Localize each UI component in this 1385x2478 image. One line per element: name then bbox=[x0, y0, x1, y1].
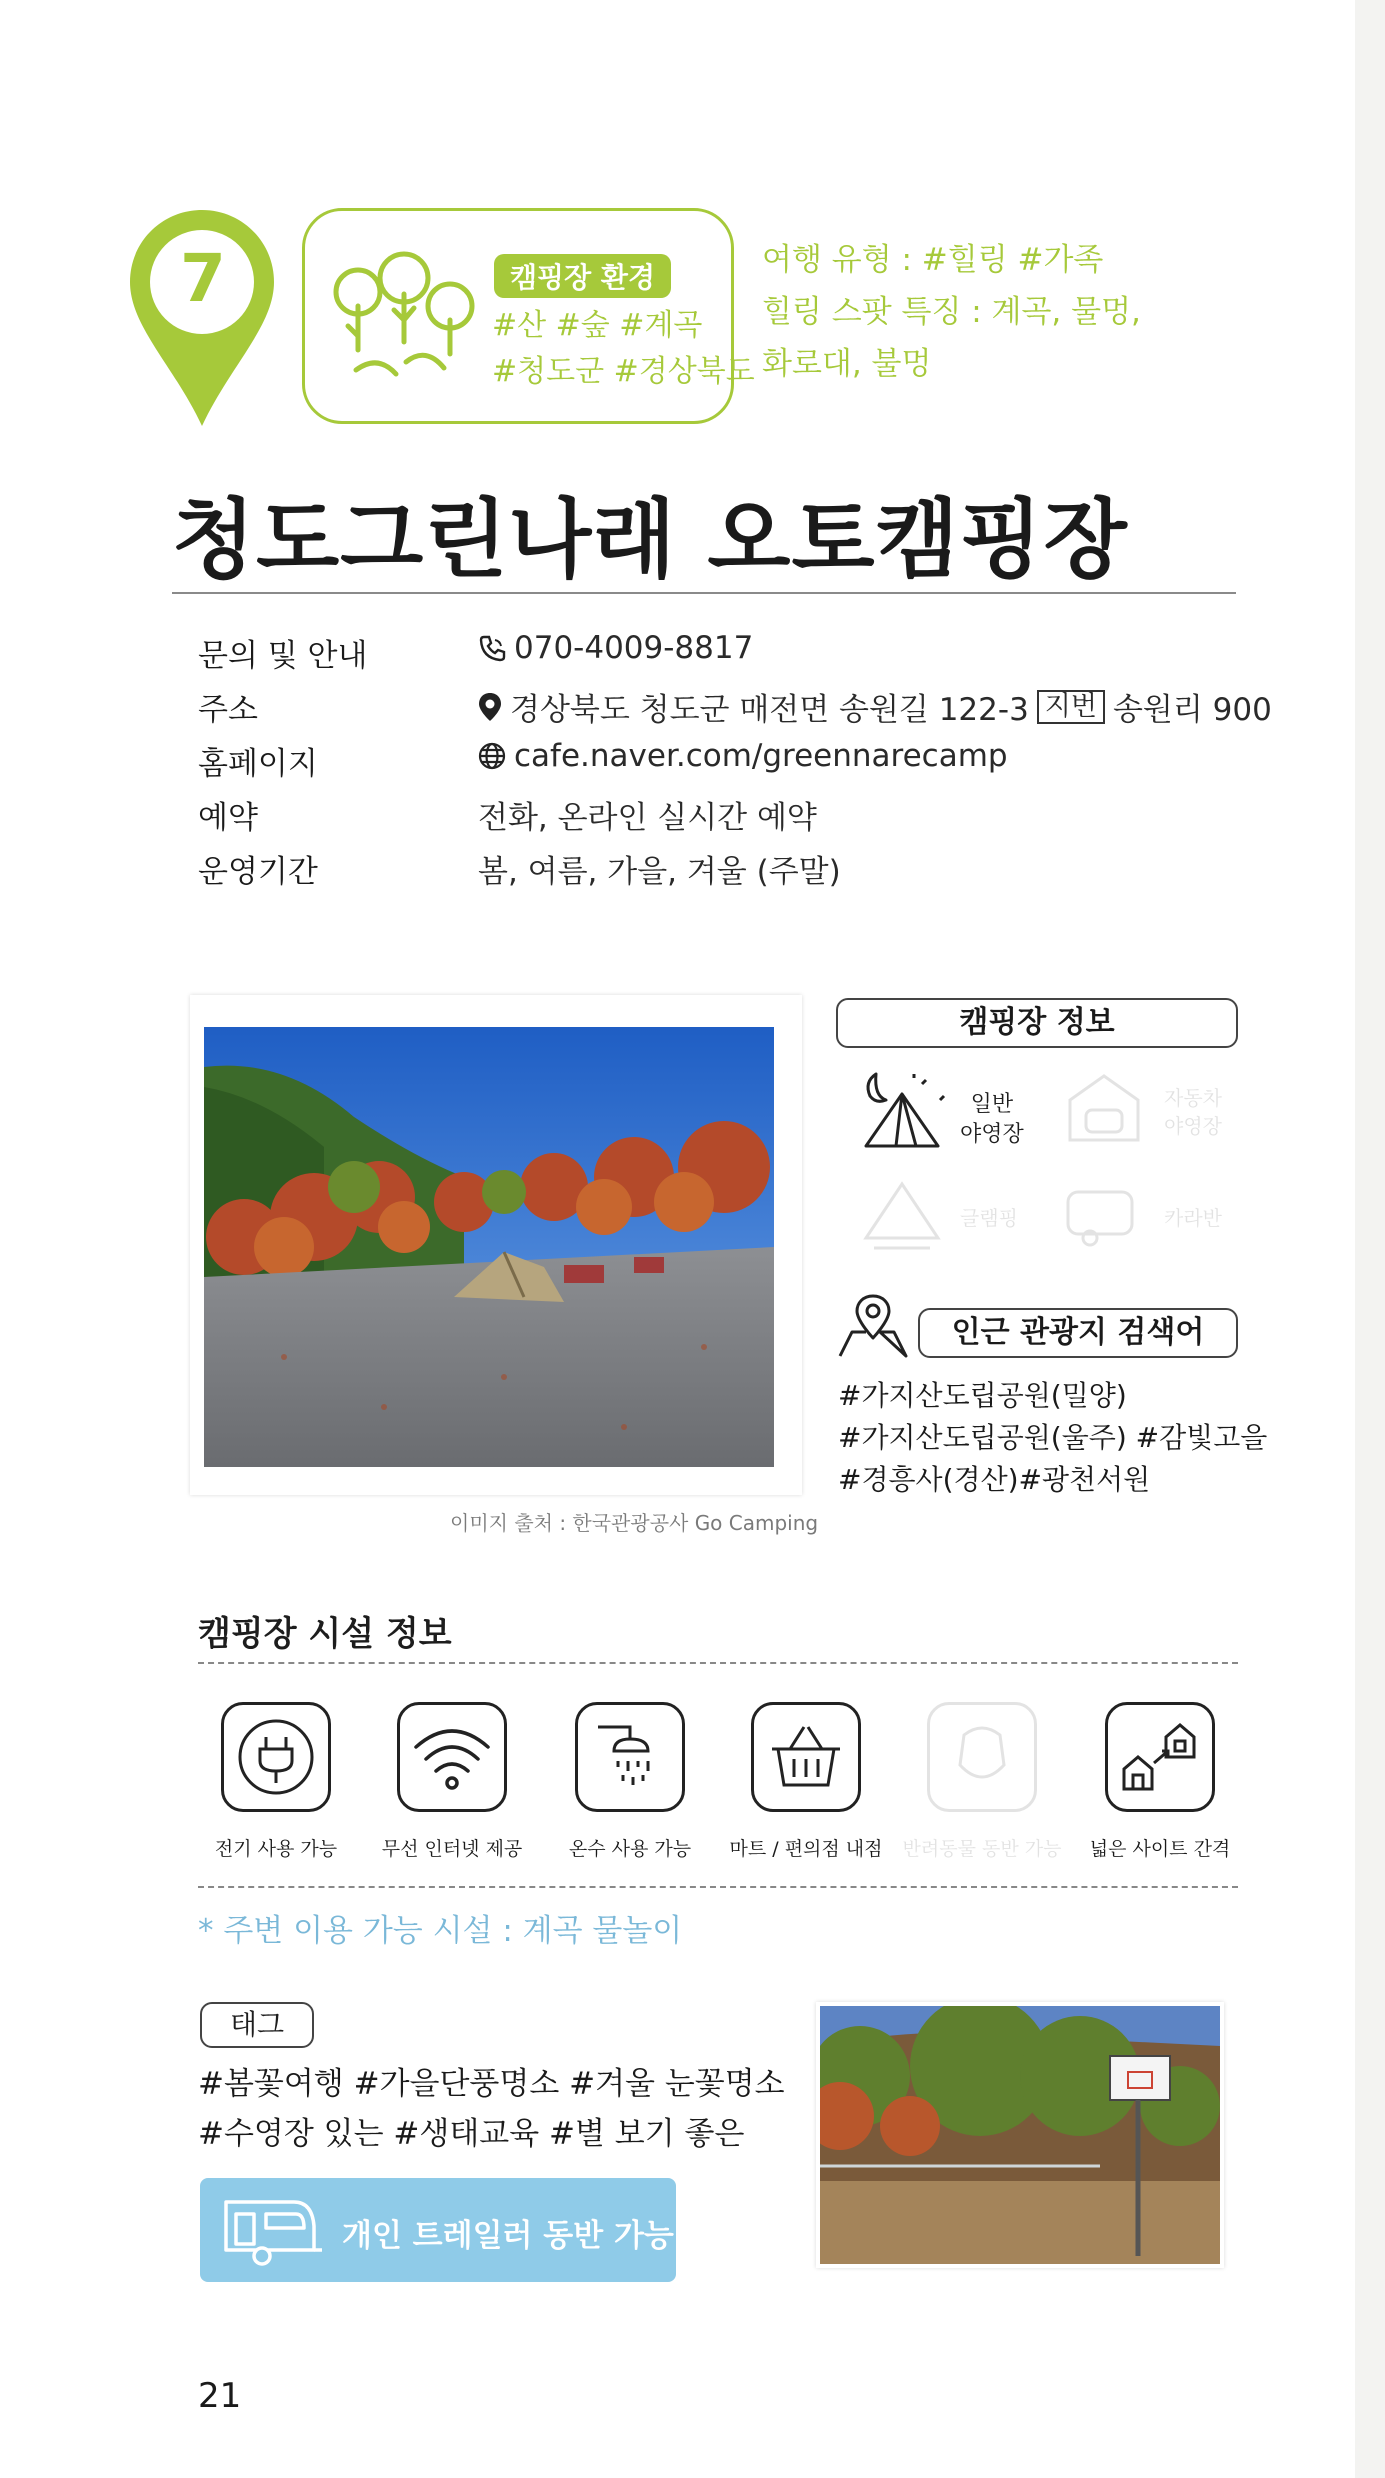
facility-shower-label: 온수 사용 가능 bbox=[568, 1838, 692, 1860]
facilities-title: 캠핑장 시설 정보 bbox=[198, 1614, 452, 1654]
facility-electric-box bbox=[221, 1702, 331, 1812]
facility-pet bbox=[902, 1702, 1062, 1861]
info-label-reservation: 예약 bbox=[198, 800, 258, 836]
info-label-season: 운영기간 bbox=[198, 854, 318, 890]
camp-type-car bbox=[1064, 1070, 1224, 1154]
environment-tag: 캠핑장 환경 bbox=[494, 254, 671, 298]
facility-wifi-label: 무선 인터넷 제공 bbox=[381, 1838, 523, 1860]
camp-type-general bbox=[960, 1090, 1024, 1150]
environment-line-2: #청도군 #경상북도 bbox=[492, 354, 755, 389]
facility-mart-label: 마트 / 편의점 내점 bbox=[729, 1838, 883, 1860]
facility-mart bbox=[726, 1702, 886, 1861]
tent-moon-icon bbox=[856, 1070, 948, 1150]
jibun-value: 송원리 900 bbox=[1112, 692, 1272, 728]
trip-type: 여행 유형 : #힐링 #가족 bbox=[762, 242, 1104, 278]
facility-wide-site-box bbox=[1105, 1702, 1215, 1812]
info-value-reservation: 전화, 온라인 실시간 예약 bbox=[478, 800, 817, 836]
trailer-label: 개인 트레일러 동반 가능 bbox=[342, 2218, 674, 2254]
tags-line-1: #봄꽃여행 #가을단풍명소 #겨울 눈꽃명소 bbox=[198, 2066, 785, 2102]
globe-icon bbox=[478, 742, 506, 770]
tags-line-2: #수영장 있는 #생태교육 #별 보기 좋은 bbox=[198, 2116, 745, 2152]
pet-icon bbox=[930, 1705, 1034, 1809]
nearby-header: 인근 관광지 검색어 bbox=[918, 1308, 1238, 1358]
healing-spot-cont: 화로대, 불멍 bbox=[762, 346, 932, 382]
camp-type-car-line2: 야영장 bbox=[1164, 1114, 1222, 1138]
wifi-icon bbox=[400, 1705, 504, 1809]
trailer-icon bbox=[216, 2192, 324, 2268]
address-text: 경상북도 청도군 매전면 송원길 122-3 bbox=[510, 692, 1029, 728]
shower-icon bbox=[578, 1705, 682, 1809]
facility-shower-box bbox=[575, 1702, 685, 1812]
facility-wide-site bbox=[1080, 1702, 1240, 1861]
map-pin-icon bbox=[836, 1292, 910, 1360]
glamping-icon bbox=[860, 1178, 944, 1254]
camp-type-car-line1: 자동차 bbox=[1164, 1086, 1222, 1110]
info-label-address: 주소 bbox=[198, 692, 258, 728]
facility-mart-box bbox=[751, 1702, 861, 1812]
page-title: 청도그린나래 오토캠핑장 bbox=[172, 490, 1128, 590]
info-label-homepage: 홈페이지 bbox=[198, 746, 318, 782]
camp-info-header: 캠핑장 정보 bbox=[836, 998, 1238, 1048]
nearby-line-2: #가지산도립공원(울주) #감빛고을 bbox=[838, 1421, 1268, 1454]
page-number: 21 bbox=[198, 2376, 242, 2416]
camp-type-general-line2: 야영장 bbox=[960, 1122, 1024, 1147]
car-camp-icon bbox=[1064, 1070, 1144, 1146]
plug-icon bbox=[224, 1705, 328, 1809]
marker-number: 7 bbox=[180, 240, 226, 317]
nearby-facilities-note: * 주변 이용 가능 시설 : 계곡 물놀이 bbox=[198, 1913, 683, 1949]
basketball-photo bbox=[820, 2006, 1220, 2264]
campsite-photo bbox=[204, 1027, 774, 1467]
campsite-photo-frame bbox=[190, 995, 802, 1495]
caravan-icon bbox=[1064, 1184, 1144, 1248]
forest-icon bbox=[326, 250, 482, 386]
location-pin-icon bbox=[478, 692, 502, 722]
facility-wide-site-label: 넓은 사이트 간격 bbox=[1089, 1838, 1231, 1860]
nearby-line-3: #경흥사(경산)#광천서원 bbox=[838, 1463, 1151, 1496]
facility-wifi-box bbox=[397, 1702, 507, 1812]
camp-type-glamping bbox=[860, 1178, 1020, 1258]
facility-electric-label: 전기 사용 가능 bbox=[214, 1838, 338, 1860]
camp-type-general-line1: 일반 bbox=[970, 1092, 1014, 1117]
facility-wifi bbox=[372, 1702, 532, 1861]
info-value-homepage bbox=[478, 738, 1008, 774]
environment-line-1: #산 #숲 #계곡 bbox=[492, 308, 703, 343]
basket-icon bbox=[754, 1705, 858, 1809]
phone-number[interactable]: 070-4009-8817 bbox=[514, 630, 754, 666]
basketball-photo-frame bbox=[816, 2002, 1224, 2268]
info-value-season: 봄, 여름, 가을, 겨울 (주말) bbox=[478, 854, 841, 890]
trailer-banner bbox=[200, 2178, 676, 2282]
facility-pet-label: 반려동물 동반 가능 bbox=[902, 1838, 1062, 1860]
camp-type-glamping-label: 글램핑 bbox=[960, 1206, 1018, 1230]
camp-type-caravan-label: 카라반 bbox=[1164, 1206, 1222, 1230]
info-label-contact: 문의 및 안내 bbox=[198, 638, 368, 674]
facility-shower bbox=[550, 1702, 710, 1861]
info-value-contact bbox=[478, 630, 753, 666]
facilities-top-divider bbox=[198, 1662, 1238, 1664]
facility-pet-box bbox=[927, 1702, 1037, 1812]
healing-spot: 힐링 스팟 특징 : 계곡, 물멍, bbox=[762, 294, 1141, 330]
wide-site-icon bbox=[1108, 1705, 1212, 1809]
homepage-link[interactable]: cafe.naver.com/greennarecamp bbox=[514, 738, 1008, 774]
title-divider bbox=[172, 592, 1236, 594]
camp-type-caravan bbox=[1064, 1184, 1224, 1254]
nearby-line-1: #가지산도립공원(밀양) bbox=[838, 1379, 1127, 1412]
photo-caption: 이미지 출처 : 한국관광공사 Go Camping bbox=[450, 1511, 819, 1535]
facility-electric bbox=[196, 1702, 356, 1861]
phone-icon bbox=[478, 634, 506, 662]
jibun-tag: 지번 bbox=[1037, 690, 1105, 724]
info-value-address bbox=[478, 684, 1272, 729]
facilities-bottom-divider bbox=[198, 1886, 1238, 1888]
tags-label: 태그 bbox=[200, 2002, 314, 2048]
